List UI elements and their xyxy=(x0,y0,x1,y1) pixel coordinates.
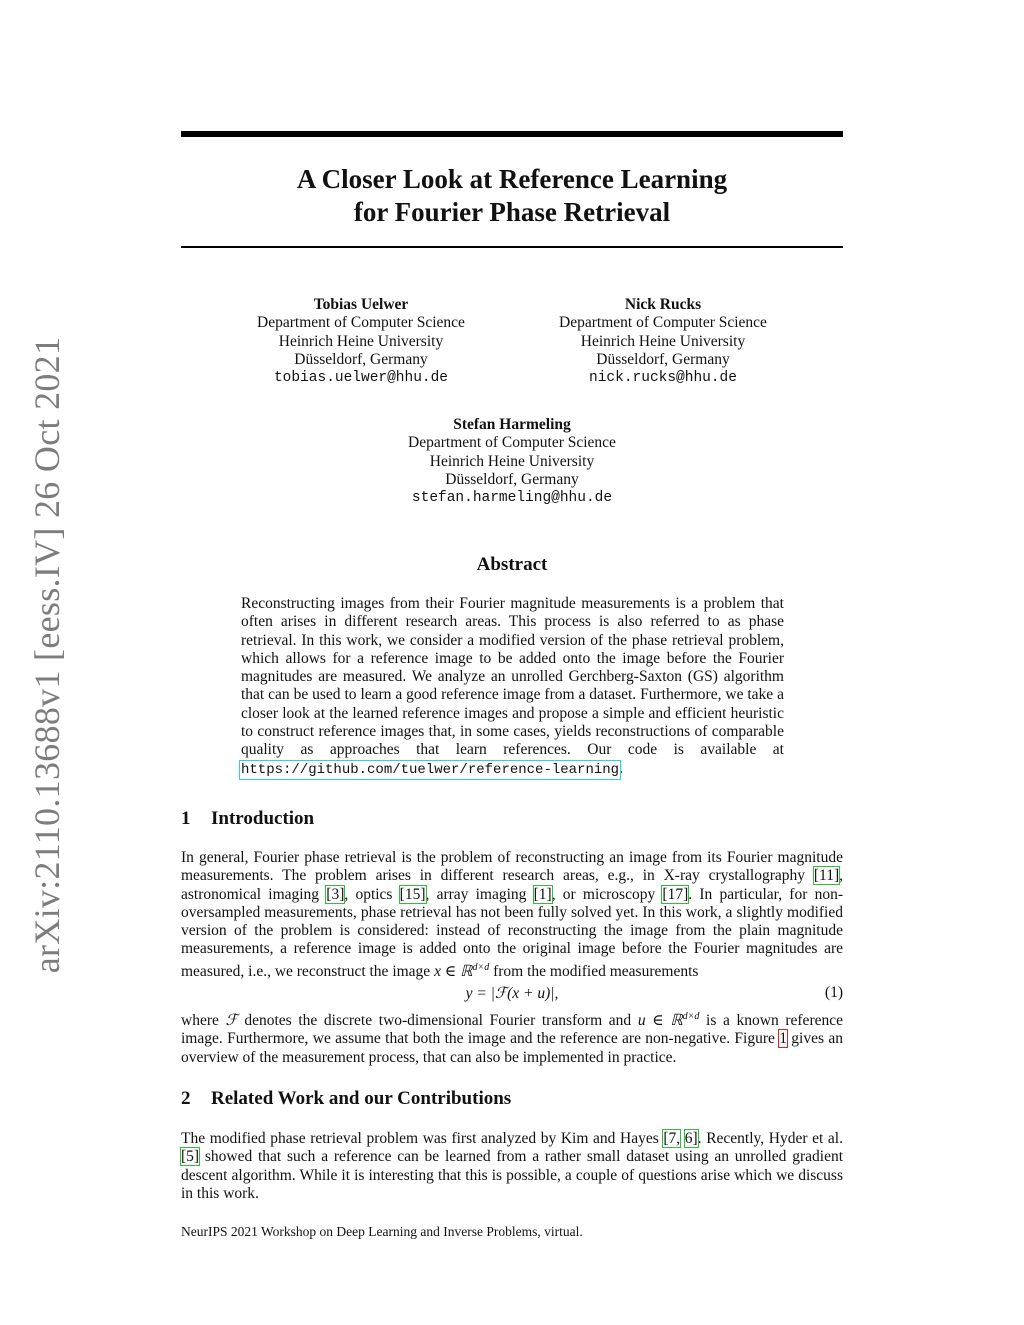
citation-link[interactable]: [7, xyxy=(663,1130,681,1147)
text-run: gives an overview of the measurement process, that can also be implemented in practice. xyxy=(181,1030,843,1066)
title-bottom-rule xyxy=(181,246,843,248)
author-university: Heinrich Heine University xyxy=(278,332,444,350)
section-heading-related-work xyxy=(181,1088,511,1110)
citation-link[interactable]: [15] xyxy=(399,885,426,903)
author-university: Heinrich Heine University xyxy=(429,452,595,470)
figure-reference-link[interactable]: 1 xyxy=(779,1030,787,1048)
text-run: , optics xyxy=(344,885,400,903)
author-department: Department of Computer Science xyxy=(559,314,767,332)
text-run: , astronomical imaging xyxy=(181,867,843,903)
author-department: Department of Computer Science xyxy=(257,314,465,332)
section-number: 2 xyxy=(181,1088,191,1109)
abstract-heading: Abstract xyxy=(476,554,548,575)
text-run: The modified phase retrieval problem was first analyzed by Kim and Hayes xyxy=(181,1130,664,1147)
text-run: where xyxy=(181,1012,226,1030)
author-block-1 xyxy=(241,296,481,387)
code-link[interactable]: https://github.com/tuelwer/reference-learning xyxy=(241,761,620,778)
math-superscript: d×d xyxy=(472,961,490,973)
intro-paragraph-2 xyxy=(181,1008,843,1067)
paper-title xyxy=(181,163,843,229)
author-email[interactable]: stefan.harmeling@hhu.de xyxy=(411,490,613,507)
title-line-1: A Closer Look at Reference Learning xyxy=(296,164,728,194)
abstract-body: Reconstructing images from their Fourier magnitude measurements is a problem that often arises in different research areas. This process is also referred to as phase retrieval. In this work, we consider a modified version of the phase retrieval problem, which allows for a reference image to be added onto the image before the Fourier magnitudes are measured. We analyze an unrolled Gerchberg-Saxton (GS) algorithm that can be used to learn a good reference image from a dataset. Furthermore, we take a closer look at the learned reference images and propose a simple and efficient heuristic to construct reference images that, in some cases, yields reconstructions of comparable quality as approaches that learn references. Our code is available at https://github.com/tuelwer/reference-learning. xyxy=(241,595,784,778)
author-email[interactable]: nick.rucks@hhu.de xyxy=(589,370,737,387)
section-title: Related Work and our Contributions xyxy=(211,1088,512,1109)
math-fourier: ℱ xyxy=(225,1012,238,1030)
section-number: 1 xyxy=(181,808,191,829)
abstract-text: Reconstructing images from their Fourier magnitude measurements is a problem that often arises in different research areas. This process is also referred to as phase retrieval. In this work, we consider a modified version of the phase retrieval problem, which allows for a reference image to be added onto the image before the Fourier magnitudes are measured. We analyze an unrolled Gerchberg-Saxton (GS) algorithm that can be used to learn a good reference image from a dataset. Furthermore, we take a closer look at the learned reference images and propose a simple and efficient heuristic to construct reference images that, in some cases, yields reconstructions of comparable quality as approaches that learn references. Our code is available at xyxy=(241,595,784,759)
author-name: Stefan Harmeling xyxy=(453,416,571,433)
equation-1 xyxy=(181,984,843,1004)
citation-link[interactable]: [1] xyxy=(533,885,552,903)
text-run: is a known reference image. Furthermore, we assume that both the image and the reference are non-negative. Figure xyxy=(181,1012,843,1048)
text-run: denotes the discrete two-dimensional Fourier transform and xyxy=(237,1012,638,1030)
math-u-in-r: u ∈ ℝ xyxy=(637,1012,683,1030)
math-superscript: d×d xyxy=(682,1011,700,1022)
citation-link[interactable]: [3] xyxy=(326,885,345,903)
text-run: showed that such a reference can be learned from a rather small dataset using an unrolled gradient descent algorithm. While it is interesting that this is possible, a couple of questions arise which we discuss in this work. xyxy=(181,1148,843,1202)
math-x-in-r: x ∈ ℝ xyxy=(434,962,473,980)
arxiv-identifier: arXiv:2110.13688v1 [eess.IV] 26 Oct 2021 xyxy=(27,336,67,974)
equation-body: y = |ℱ(x + u)|, xyxy=(465,985,559,1002)
text-run: In general, Fourier phase retrieval is the problem of reconstructing an image from its Fourier magnitude measurements. The problem arises in different research areas, e.g., in X-ray crystallography xyxy=(181,849,843,885)
author-location: Düsseldorf, Germany xyxy=(445,470,579,488)
text-run: . Recently, Hyder et al. xyxy=(697,1130,843,1147)
related-work-paragraph xyxy=(181,1130,843,1203)
section-title: Introduction xyxy=(211,808,315,829)
text-run: , array imaging xyxy=(425,885,534,903)
author-location: Düsseldorf, Germany xyxy=(596,350,730,368)
text-run: from the modified measurements xyxy=(489,962,699,980)
section-heading-introduction xyxy=(181,808,314,830)
intro-paragraph-1 xyxy=(181,849,843,981)
author-name: Tobias Uelwer xyxy=(313,296,409,313)
author-block-3 xyxy=(372,416,652,507)
citation-link[interactable]: [17] xyxy=(662,885,689,903)
author-location: Düsseldorf, Germany xyxy=(294,350,428,368)
title-top-rule xyxy=(181,131,843,137)
title-line-2: for Fourier Phase Retrieval xyxy=(353,197,671,227)
citation-link[interactable]: 6] xyxy=(684,1130,698,1147)
citation-link[interactable]: [11] xyxy=(813,867,840,885)
equation-number: (1) xyxy=(824,984,843,1001)
author-name: Nick Rucks xyxy=(624,296,702,313)
author-department: Department of Computer Science xyxy=(408,434,616,452)
text-run: , or microscopy xyxy=(551,885,663,903)
venue-footer: NeurIPS 2021 Workshop on Deep Learning and Inverse Problems, virtual. xyxy=(181,1224,583,1239)
author-block-2 xyxy=(543,296,783,387)
citation-link[interactable]: [5] xyxy=(181,1148,200,1166)
author-university: Heinrich Heine University xyxy=(580,332,746,350)
author-email[interactable]: tobias.uelwer@hhu.de xyxy=(273,370,449,387)
text-run: . In particular, for non-oversampled measurements, phase retrieval has not been fully solved yet. In this work, a slightly modified version of the problem is considered: instead of reconstructing the image from the plain magnitude measurements, a reference image is added onto the original image before the Fourier magnitudes are measured, i.e., we reconstruct the image xyxy=(181,885,843,980)
